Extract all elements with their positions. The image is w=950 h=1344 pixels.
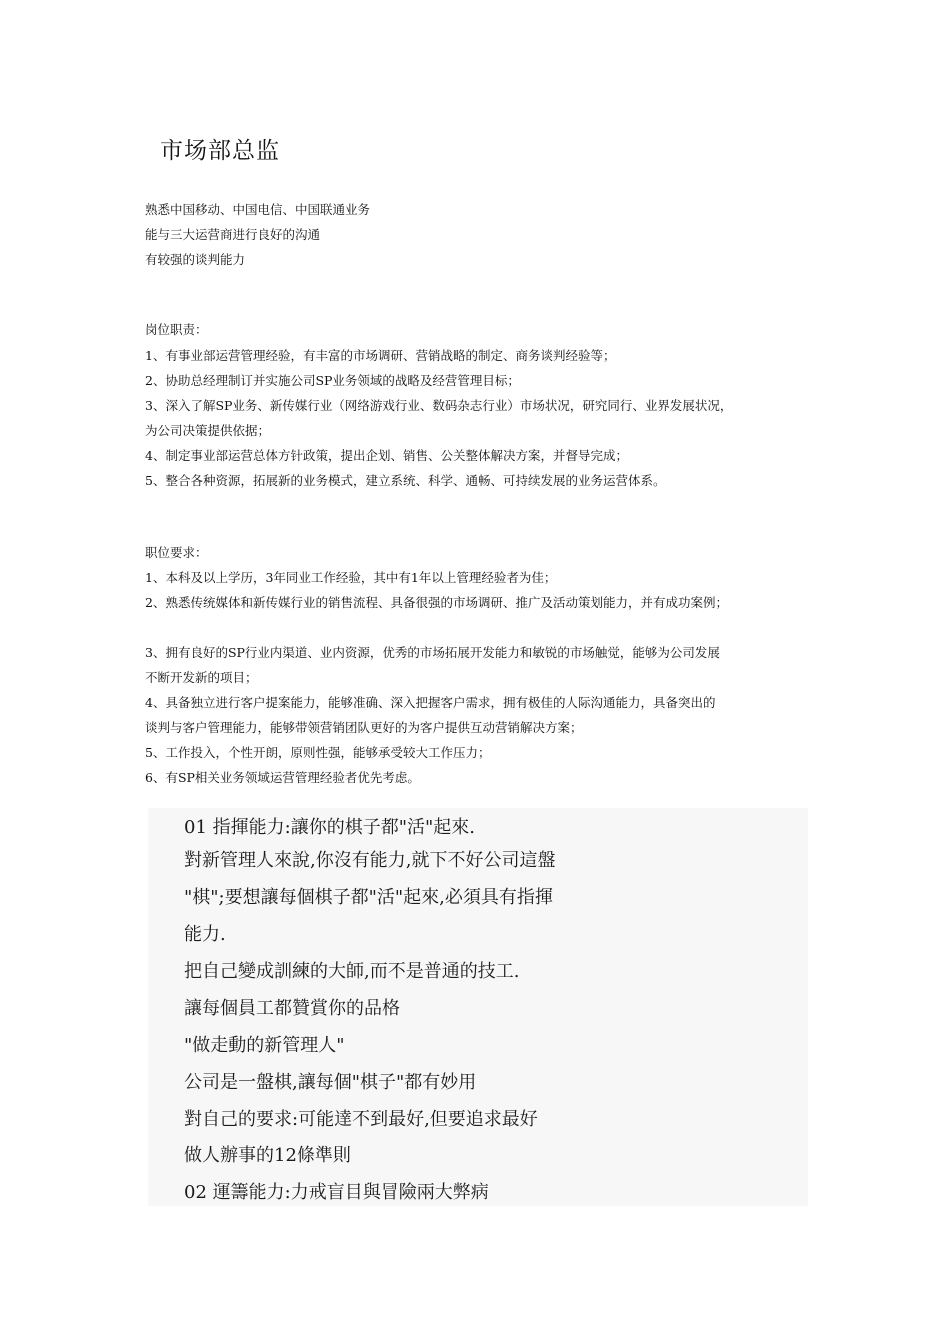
- panel-line: "棋";要想讓每個棋子都"活"起來,必須具有指揮: [184, 887, 553, 908]
- duty-line: 3、深入了解SP业务、新传媒行业（网络游戏行业、数码杂志行业）市场状况，研究同行、业界发展状况，: [145, 398, 733, 413]
- panel-line: 公司是一盤棋,讓每個"棋子"都有妙用: [184, 1072, 477, 1093]
- intro-line: 能与三大运营商进行良好的沟通: [145, 227, 321, 242]
- duties-heading: 岗位职责：: [145, 322, 208, 337]
- intro-line: 熟悉中国移动、中国电信、中国联通业务: [145, 202, 371, 217]
- management-notes-panel: [148, 808, 808, 1206]
- intro-line: 有较强的谈判能力: [145, 252, 246, 267]
- duty-line: 2、协助总经理制订并实施公司SP业务领域的战略及经营管理目标；: [145, 373, 520, 388]
- duty-line: 为公司决策提供依据；: [145, 423, 271, 438]
- requirement-line: 2、熟悉传统媒体和新传媒行业的销售流程、具备很强的市场调研、推广及活动策划能力，并有成功案例；: [145, 595, 728, 610]
- panel-line: 02 運籌能力:力戒盲目與冒險兩大弊病: [184, 1182, 489, 1203]
- requirement-line: 5、工作投入，个性开朗，原则性强，能够承受较大工作压力；: [145, 745, 491, 760]
- duty-line: 1、有事业部运营管理经验，有丰富的市场调研、营销战略的制定、商务谈判经验等；: [145, 348, 616, 363]
- requirements-heading: 职位要求：: [145, 545, 208, 560]
- duty-line: 4、制定事业部运营总体方针政策，提出企划、销售、公关整体解决方案，并督导完成；: [145, 448, 628, 463]
- duty-line: 5、整合各种资源，拓展新的业务模式，建立系统、科学、通畅、可持续发展的业务运营体系。: [145, 473, 666, 488]
- requirement-line: 谈判与客户管理能力，能够带领营销团队更好的为客户提供互动营销解决方案；: [145, 720, 583, 735]
- panel-line: 能力.: [184, 924, 226, 945]
- page-title: 市场部总监: [160, 138, 280, 164]
- requirement-line: 不断开发新的项目；: [145, 670, 258, 685]
- panel-line: 對新管理人來說,你沒有能力,就下不好公司這盤: [184, 850, 556, 871]
- requirement-line: 1、本科及以上学历，3年同业工作经验，其中有1年以上管理经验者为佳；: [145, 570, 557, 585]
- requirement-line: 6、有SP相关业务领域运营管理经验者优先考虑。: [145, 770, 420, 785]
- requirement-line: 4、具备独立进行客户提案能力，能够准确、深入把握客户需求，拥有极佳的人际沟通能力，具备突出的: [145, 695, 716, 710]
- panel-line: 01 指揮能力:讓你的棋子都"活"起來.: [184, 817, 475, 838]
- panel-line: 讓每個員工都贊賞你的品格: [184, 998, 400, 1019]
- panel-line: 對自己的要求:可能達不到最好,但要追求最好: [184, 1109, 538, 1130]
- panel-line: "做走動的新管理人": [184, 1035, 345, 1056]
- panel-line: 把自己變成訓練的大師,而不是普通的技工.: [184, 961, 520, 982]
- panel-line: 做人辦事的12條準則: [184, 1145, 351, 1166]
- requirement-line: 3、拥有良好的SP行业内渠道、业内资源，优秀的市场拓展开发能力和敏锐的市场触觉，能够为公司发展: [145, 645, 720, 660]
